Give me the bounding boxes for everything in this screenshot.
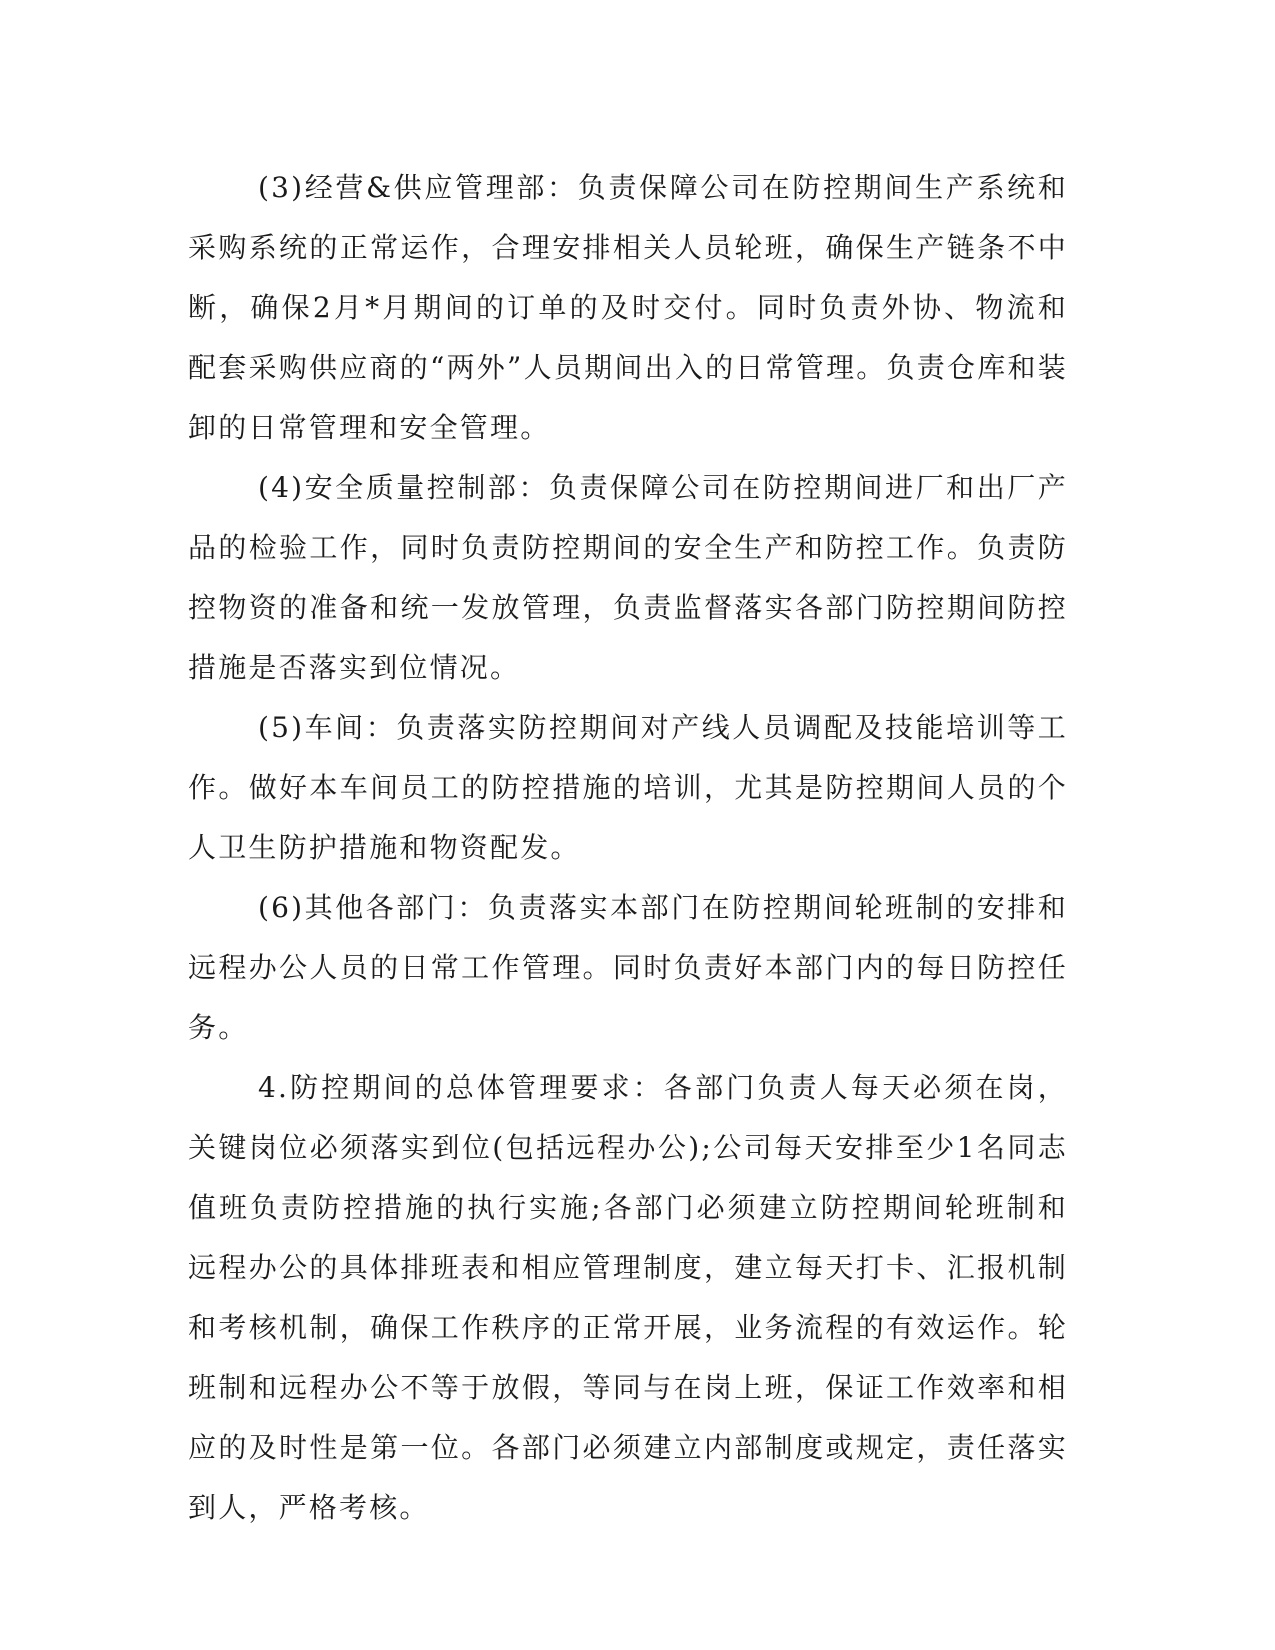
paragraph-general-requirements: 4.防控期间的总体管理要求：各部门负责人每天必须在岗，关键岗位必须落实到位(包括远程办公);公司每天安排至少1名同志值班负责防控措施的执行实施;各部门必须建立防控期间轮班制和远程办公的具体排班表和相应管理制度，建立每天打卡、汇报机制和考核机制，确保工作秩序的正常开展，业务流程的有效运作。轮班制和远程办公不等于放假，等同与在岗上班，保证工作效率和相应的及时性是第一位。各部门必须建立内部制度或规定，责任落实到人，严格考核。 <box>188 1071 1068 1524</box>
document-body <box>188 158 1068 1538</box>
paragraph-workshop: (5)车间：负责落实防控期间对产线人员调配及技能培训等工作。做好本车间员工的防控措施的培训，尤其是防控期间人员的个人卫生防护措施和物资配发。 <box>188 711 1068 864</box>
paragraph-safety-quality-dept: (4)安全质量控制部：负责保障公司在防控期间进厂和出厂产品的检验工作，同时负责防控期间的安全生产和防控工作。负责防控物资的准备和统一发放管理，负责监督落实各部门防控期间防控措施是否落实到位情况。 <box>188 471 1068 684</box>
paragraph-other-depts: (6)其他各部门：负责落实本部门在防控期间轮班制的安排和远程办公人员的日常工作管理。同时负责好本部门内的每日防控任务。 <box>188 891 1068 1044</box>
paragraph-operations-supply-dept: (3)经营&供应管理部：负责保障公司在防控期间生产系统和采购系统的正常运作，合理安排相关人员轮班，确保生产链条不中断，确保2月*月期间的订单的及时交付。同时负责外协、物流和配套采购供应商的“两外”人员期间出入的日常管理。负责仓库和装卸的日常管理和安全管理。 <box>188 171 1068 444</box>
